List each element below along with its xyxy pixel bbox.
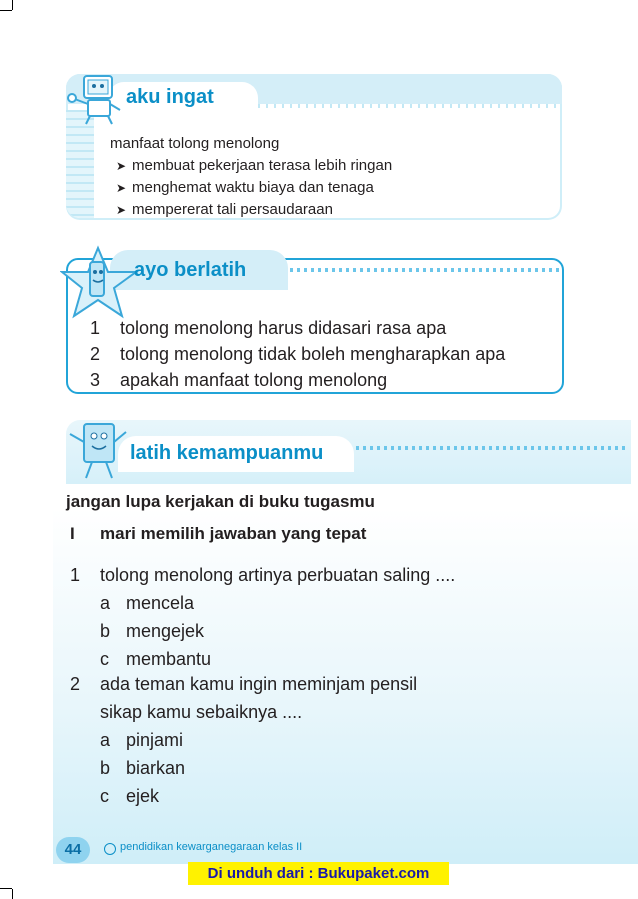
ayo-berlatih-list xyxy=(90,315,505,393)
option-text: membantu xyxy=(126,649,212,669)
option xyxy=(70,589,455,617)
option-letter: c xyxy=(100,649,109,669)
option-text: biarkan xyxy=(126,758,186,778)
item-text: tolong menolong harus didasari rasa apa xyxy=(120,318,447,338)
option-letter: c xyxy=(100,786,109,806)
question-number: 1 xyxy=(70,565,81,585)
part-heading xyxy=(70,524,366,544)
option-letter: a xyxy=(100,730,111,750)
book-title: pendidikan kewarganegaraan kelas II xyxy=(120,841,303,853)
list-item xyxy=(90,315,505,341)
list-item xyxy=(90,367,505,393)
item-text: tolong menolong tidak boleh mengharapkan apa xyxy=(120,344,506,364)
option-letter: a xyxy=(100,593,111,613)
aku-ingat-list xyxy=(110,133,392,221)
page-number: 44 xyxy=(56,837,90,863)
part-number: I xyxy=(70,524,75,543)
star-mascot-icon xyxy=(60,244,140,320)
ayo-berlatih-title: ayo berlatih xyxy=(134,259,247,281)
question-text: tolong menolong artinya perbuatan saling .... xyxy=(100,565,456,585)
option-letter: b xyxy=(100,758,111,778)
crop-mark xyxy=(12,0,13,10)
option xyxy=(70,754,417,782)
crop-mark xyxy=(0,888,12,889)
list-item-text: menghemat waktu biaya dan tenaga xyxy=(132,179,374,196)
latih-kemampuanmu-title: latih kemampuanmu xyxy=(130,442,324,464)
item-text: apakah manfaat tolong menolong xyxy=(120,370,388,390)
list-item xyxy=(110,155,392,177)
option xyxy=(70,645,455,673)
book-mascot-icon xyxy=(64,418,132,482)
question-1 xyxy=(70,561,455,673)
option-text: mengejek xyxy=(126,621,205,641)
arrow-bullet-icon: ➤ xyxy=(116,203,127,217)
aku-ingat-title: aku ingat xyxy=(126,86,214,108)
dotted-line xyxy=(290,268,562,272)
aku-ingat-side-strip xyxy=(66,110,94,218)
item-number: 1 xyxy=(90,318,101,338)
list-item-text: mempererat tali persaudaraan xyxy=(132,201,333,218)
instruction-text: jangan lupa kerjakan di buku tugasmu xyxy=(66,492,375,511)
circle-icon xyxy=(104,843,116,855)
option xyxy=(70,726,417,754)
question-line xyxy=(70,698,417,726)
question-text: ada teman kamu ingin meminjam pensil xyxy=(100,674,418,694)
item-number: 2 xyxy=(90,344,101,364)
crop-mark xyxy=(12,889,13,899)
question-number: 2 xyxy=(70,674,81,694)
list-item xyxy=(110,199,392,221)
question-2 xyxy=(70,670,417,810)
item-number: 3 xyxy=(90,370,101,390)
question-line xyxy=(70,670,417,698)
aku-ingat-dotted-strip xyxy=(258,104,558,108)
option-text: mencela xyxy=(126,593,195,613)
arrow-bullet-icon: ➤ xyxy=(116,181,127,195)
option-text: ejek xyxy=(126,786,160,806)
robot-computer-icon xyxy=(66,70,124,126)
aku-ingat-intro: manfaat tolong menolong xyxy=(110,135,280,152)
dotted-line xyxy=(356,446,626,450)
list-item xyxy=(110,177,392,199)
list-item xyxy=(90,341,505,367)
option-letter: b xyxy=(100,621,111,641)
list-item-text: membuat pekerjaan terasa lebih ringan xyxy=(132,157,393,174)
option xyxy=(70,782,417,810)
question-text: sikap kamu sebaiknya .... xyxy=(100,702,303,722)
option xyxy=(70,617,455,645)
question-line xyxy=(70,561,455,589)
crop-mark xyxy=(0,10,12,11)
option-text: pinjami xyxy=(126,730,184,750)
download-note[interactable]: Di unduh dari : Bukupaket.com xyxy=(188,862,449,885)
part-title: mari memilih jawaban yang tepat xyxy=(100,524,367,543)
arrow-bullet-icon: ➤ xyxy=(116,159,127,173)
